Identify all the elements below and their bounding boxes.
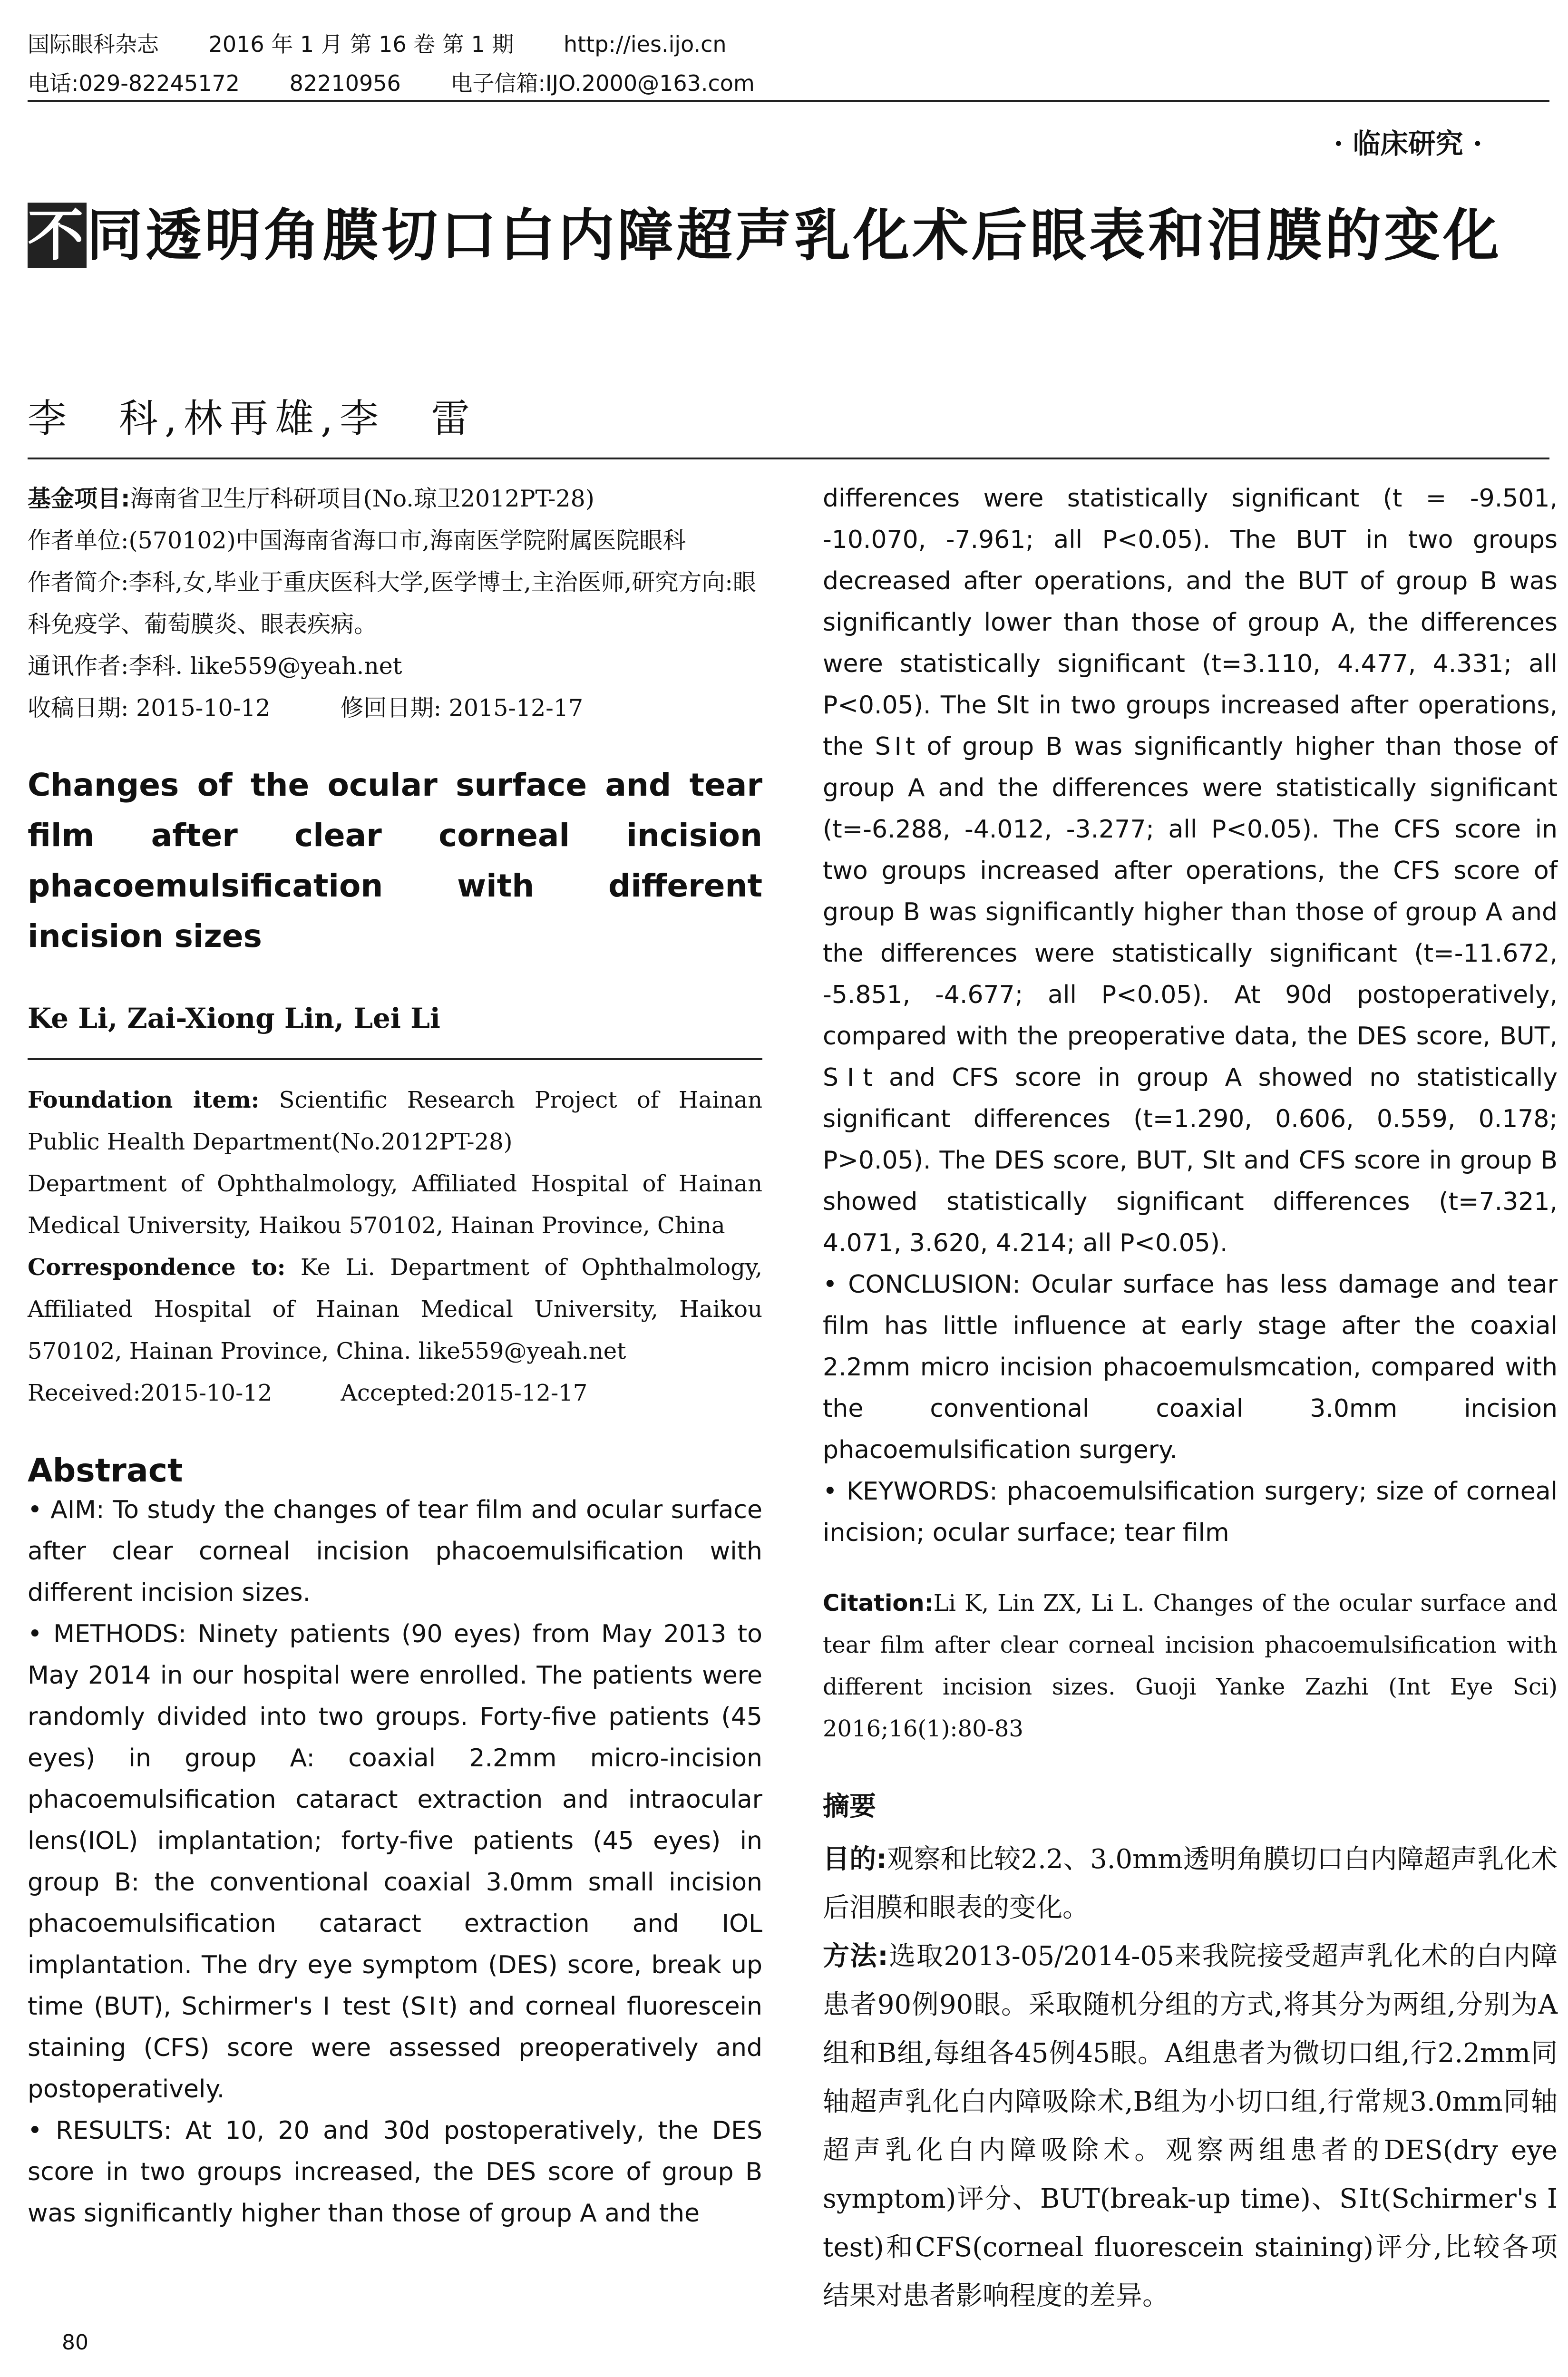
corr-en: Correspondence to: Ke Li. Department of Ophthalmology, Affiliated Hospital of Hainan Medical University, Haikou 570102, Hainan Province, China. like559@yeah.net: [28, 1254, 762, 1364]
unit-cn: 作者单位:(570102)中国海南省海口市,海南医学院附属医院眼科: [28, 527, 686, 554]
section-tag: · 临床研究 ·: [1334, 127, 1482, 160]
abstract-results-start: • RESULTS: At 10, 20 and 30d postoperatively, the DES score in two groups increased, the DES score of group B was significantly higher than those of group A and the: [28, 2116, 762, 2228]
abstract-cn-aim: 目的:观察和比较2.2、3.0mm透明角膜切口白内障超声乳化术后泪膜和眼表的变化。: [823, 1844, 1558, 1923]
fund-cn: 基金项目:海南省卫生厅科研项目(No.琼卫2012PT-28): [28, 485, 594, 512]
meta-cn: [28, 478, 762, 729]
english-title: Changes of the ocular surface and tear film after clear corneal incision phacoemulsification with different incision sizes: [28, 767, 762, 955]
journal-url[interactable]: http://ies.ijo.cn: [563, 31, 727, 57]
abstract-heading: Abstract: [28, 1452, 183, 1490]
journal-header: [28, 25, 1549, 103]
authors-cn: 李 科,林再雄,李 雷: [28, 396, 477, 441]
abstract-cn-heading: 摘要: [823, 1791, 876, 1822]
contact-cn: 通讯作者:李科. like559@yeah.net: [28, 653, 402, 680]
abstract-cn-methods: 方法:选取2013-05/2014-05来我院接受超声乳化术的白内障患者90例90眼。采取随机分组的方式,将其分为两组,分别为A组和B组,每组各45例45眼。A组患者为微切口组,行2.2mm同轴超声乳化白内障吸除术,B组为小切口组,行常规3.0mm同轴超声乳化白内障吸除术。观察两组患者的DES(dry eye symptom)评分、BUT(break-up time)、SⅠt(Schirmer's Ⅰ test)和CFS(corneal fluorescein staining)评分,比较各项结果对患者影响程度的差异。: [823, 1941, 1558, 2311]
phone-info-2: 82210956: [289, 70, 401, 96]
meta-en: [28, 1079, 762, 1414]
abstract-aim: • AIM: To study the changes of tear film and ocular surface after clear corneal incision phacoemulsification with different incision sizes.: [28, 1496, 762, 1607]
citation: [823, 1582, 1558, 1750]
bio-cn: 作者简介:李科,女,毕业于重庆医科大学,医学博士,主治医师,研究方向:眼科免疫学、葡萄膜炎、眼表疾病。: [28, 569, 756, 638]
citation-text: Li K, Lin ZX, Li L. Changes of the ocular surface and tear film after clear corneal incision phacoemulsification with different incision sizes. Guoji Yanke Zazhi (Int Eye Sci) 2016;16(1):80-83: [823, 1590, 1558, 1742]
page-number: 80: [62, 2330, 88, 2355]
left-column: [28, 478, 762, 2234]
citation-label: Citation:: [823, 1590, 934, 1617]
dates-en: Received:2015-10-12 Accepted:2015-12-17: [28, 1380, 588, 1406]
right-column: [823, 478, 1558, 2320]
fund-en: Foundation item: Scientific Research Project of Hainan Public Health Department(No.2012PT-28): [28, 1087, 762, 1155]
abstract-cn: [823, 1835, 1558, 2320]
abstract-en-right: [823, 478, 1558, 1554]
dates-cn: 收稿日期: 2015-10-12 修回日期: 2015-12-17: [28, 694, 584, 721]
abstract-methods: • METHODS: Ninety patients (90 eyes) from May 2013 to May 2014 in our hospital were enrolled. The patients were randomly divided into two groups. Forty-five patients (45 eyes) in group A: coaxial 2.2mm micro-incision phacoemulsification cataract extraction and intraocular lens(IOL) implantation; forty-five patients (45 eyes) in group B: the conventional coaxial 3.0mm small incision phacoemulsification cataract extraction and IOL implantation. The dry eye symptom (DES) score, break up time (BUT), Schirmer's Ⅰ test (SⅠt) and corneal fluorescein staining (CFS) score were assessed preoperatively and postoperatively.: [28, 1620, 762, 2104]
column-divider: [28, 1058, 762, 1060]
abstract-conclusion: • CONCLUSION: Ocular surface has less damage and tear film has little influence at early stage after the coaxial 2.2mm micro incision phacoemulsmcation, compared with the conventional coaxial 3.0mm incision phacoemulsification surgery.: [823, 1270, 1558, 1464]
abstract-results-cont: differences were statistically significant (t = -9.501, -10.070, -7.961; all P<0.05). The BUT in two groups decreased after operations, and the BUT of group B was significantly lower than those of group A, the differences were statistically significant (t=3.110, 4.477, 4.331; all P<0.05). The SIt in two groups increased after operations, the SⅠt of group B was significantly higher than those of group A and the differences were statistically significant (t=-6.288, -4.012, -3.277; all P<0.05). The CFS score in two groups increased after operations, the CFS score of group B was significantly higher than those of group A and the differences were statistically significant (t=-11.672, -5.851, -4.677; all P<0.05). At 90d postoperatively, compared with the preoperative data, the DES score, BUT, SⅠt and CFS score in group A showed no statistically significant differences (t=1.290, 0.606, 0.559, 0.178; P>0.05). The DES score, BUT, SIt and CFS score in group B showed statistically significant differences (t=7.321, 4.071, 3.620, 4.214; all P<0.05).: [823, 484, 1558, 1257]
dept-en: Department of Ophthalmology, Affiliated Hospital of Hainan Medical University, Haikou 570102, Hainan Province, China: [28, 1170, 762, 1239]
title-rest: 同透明角膜切口白内障超声乳化术后眼表和泪膜的变化: [87, 203, 1502, 268]
issue-info: 2016 年 1 月 第 16 卷 第 1 期: [208, 31, 514, 57]
title-first-char: 不: [28, 203, 87, 268]
phone-info: 电话:029-82245172: [28, 70, 240, 96]
header-divider: [28, 100, 1549, 102]
title-divider: [28, 458, 1549, 459]
email-info[interactable]: 电子信箱:IJO.2000@163.com: [450, 70, 755, 96]
abstract-en-left: [28, 1490, 762, 2234]
article-title: [28, 200, 1549, 271]
authors-en: Ke Li, Zai-Xiong Lin, Lei Li: [28, 1002, 440, 1034]
journal-name: 国际眼科杂志: [28, 31, 159, 57]
abstract-keywords: • KEYWORDS: phacoemulsification surgery; size of corneal incision; ocular surface; tear film: [823, 1477, 1558, 1547]
